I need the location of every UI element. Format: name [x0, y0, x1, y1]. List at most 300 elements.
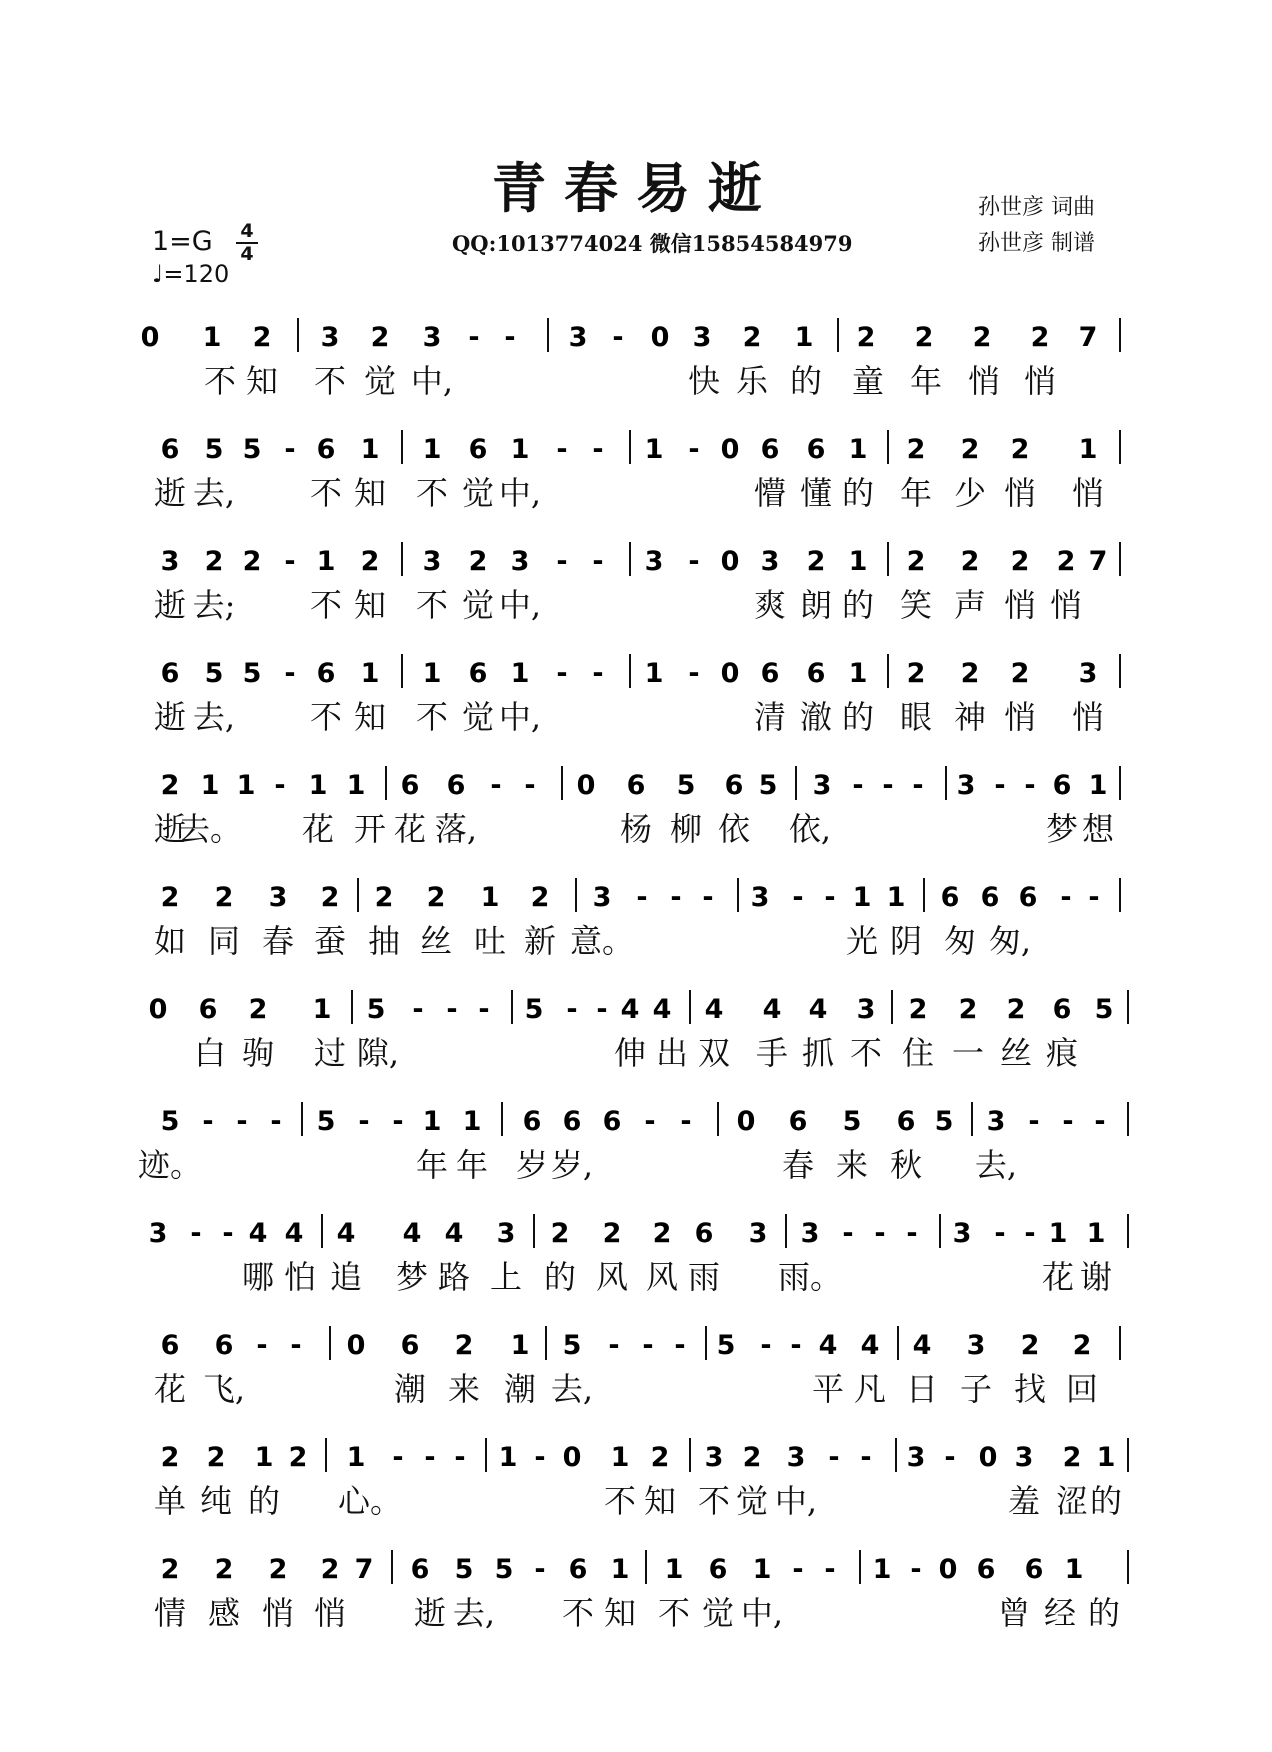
- lyric-char: 澈: [799, 698, 833, 736]
- note-digit: 2: [252, 322, 272, 353]
- note-digit: 0: [562, 1442, 582, 1473]
- dash-mark: -: [688, 546, 700, 577]
- note-digit: 2: [602, 1218, 622, 1249]
- note-digit: 6: [316, 658, 336, 689]
- lyric-char: 潮: [393, 1370, 427, 1408]
- lyric-char: 声: [953, 586, 987, 624]
- note-digit: 6: [160, 1330, 180, 1361]
- note-digit: 6: [568, 1554, 588, 1585]
- note-digit: 0: [736, 1106, 756, 1137]
- dash-mark: -: [556, 546, 568, 577]
- note-digit: 0: [346, 1330, 366, 1361]
- lyric-char: 风: [645, 1258, 679, 1296]
- lyric-char: 知: [603, 1594, 637, 1632]
- note-digit: 2: [1010, 546, 1030, 577]
- lyric-char: 的: [841, 474, 875, 512]
- dash-mark: -: [534, 1442, 546, 1473]
- lyric-char: 光: [845, 922, 879, 960]
- time-signature: [236, 222, 258, 264]
- dash-mark: -: [596, 994, 608, 1025]
- note-digit: 4: [248, 1218, 268, 1249]
- lyric-char: 去。: [177, 810, 243, 848]
- lyric-char: 心。: [337, 1482, 403, 1520]
- note-digit: 1: [872, 1554, 892, 1585]
- note-digit: 1: [852, 882, 872, 913]
- note-digit: 4: [912, 1330, 932, 1361]
- note-digit: 2: [160, 882, 180, 913]
- note-digit: 2: [204, 546, 224, 577]
- note-digit: 0: [978, 1442, 998, 1473]
- note-digit: 4: [704, 994, 724, 1025]
- note-digit: 1: [202, 322, 222, 353]
- dash-mark: -: [284, 546, 296, 577]
- lyric-char: 悄: [1049, 586, 1083, 624]
- dash-mark: -: [592, 658, 604, 689]
- lyric-char: 不: [415, 698, 449, 736]
- dash-mark: -: [636, 882, 648, 913]
- note-digit: 5: [454, 1554, 474, 1585]
- time-sig-bottom: 4: [240, 243, 254, 265]
- lyric-char: 伸: [613, 1034, 647, 1072]
- lyric-char: 平: [811, 1370, 845, 1408]
- note-digit: 3: [160, 546, 180, 577]
- lyric-char: 感: [207, 1594, 241, 1632]
- note-digit: 6: [214, 1330, 234, 1361]
- note-digit: 2: [426, 882, 446, 913]
- dash-mark: -: [1024, 1218, 1036, 1249]
- score-system: [0, 316, 1272, 426]
- lyric-char: 去,: [192, 474, 236, 512]
- dash-mark: -: [790, 1330, 802, 1361]
- note-digit: 3: [644, 546, 664, 577]
- note-digit: 5: [524, 994, 544, 1025]
- dash-mark: -: [290, 1330, 302, 1361]
- dash-mark: -: [270, 1106, 282, 1137]
- lyric-char: 过: [313, 1034, 347, 1072]
- lyric-char: 新: [523, 922, 557, 960]
- note-digit: 1: [610, 1554, 630, 1585]
- dash-mark: -: [592, 434, 604, 465]
- lyric-char: 爽: [753, 586, 787, 624]
- score-system: [0, 1100, 1272, 1210]
- dash-mark: -: [688, 658, 700, 689]
- note-digit: 1: [360, 658, 380, 689]
- score-system: [0, 1548, 1272, 1658]
- lyric-char: 去;: [192, 586, 236, 624]
- notes-row: [0, 428, 1272, 468]
- lyric-char: 同: [207, 922, 241, 960]
- note-digit: 2: [1010, 434, 1030, 465]
- note-digit: 5: [758, 770, 778, 801]
- note-digit: 6: [1052, 770, 1072, 801]
- lyric-char: 中,: [498, 698, 542, 736]
- note-digit: 1: [848, 434, 868, 465]
- dash-mark: -: [792, 1554, 804, 1585]
- note-digit: 3: [986, 1106, 1006, 1137]
- lyric-char: 年: [415, 1146, 449, 1184]
- lyric-char: 凡: [853, 1370, 887, 1408]
- note-digit: 6: [198, 994, 218, 1025]
- note-digit: 6: [1018, 882, 1038, 913]
- notes-row: [0, 1100, 1272, 1140]
- lyric-char: 中,: [774, 1482, 818, 1520]
- note-digit: 1: [462, 1106, 482, 1137]
- dash-mark: -: [478, 994, 490, 1025]
- note-digit: 3: [1014, 1442, 1034, 1473]
- note-digit: 2: [374, 882, 394, 913]
- lyric-char: 乐: [735, 362, 769, 400]
- note-digit: 1: [1078, 434, 1098, 465]
- note-digit: 1: [236, 770, 256, 801]
- note-digit: 6: [522, 1106, 542, 1137]
- dash-mark: -: [1094, 1106, 1106, 1137]
- dash-mark: -: [1024, 770, 1036, 801]
- dash-mark: -: [644, 1106, 656, 1137]
- note-digit: 6: [980, 882, 1000, 913]
- note-digit: 3: [786, 1442, 806, 1473]
- lyric-char: 的: [1087, 1594, 1121, 1632]
- lyric-char: 清: [753, 698, 787, 736]
- lyric-char: 住: [901, 1034, 935, 1072]
- note-digit: 1: [308, 770, 328, 801]
- note-digit: 6: [562, 1106, 582, 1137]
- lyric-char: 悄: [1023, 362, 1057, 400]
- lyric-char: 中,: [740, 1594, 784, 1632]
- lyric-char: 花: [393, 810, 427, 848]
- dash-mark: -: [674, 1330, 686, 1361]
- note-digit: 2: [906, 658, 926, 689]
- dash-mark: -: [256, 1330, 268, 1361]
- lyric-char: 手: [755, 1034, 789, 1072]
- lyric-char: 不: [849, 1034, 883, 1072]
- lyric-char: 花: [153, 1370, 187, 1408]
- lyric-char: 知: [353, 474, 387, 512]
- dash-mark: -: [274, 770, 286, 801]
- dash-mark: -: [202, 1106, 214, 1137]
- note-digit: 1: [1088, 770, 1108, 801]
- note-digit: 0: [650, 322, 670, 353]
- lyric-char: 去,: [974, 1146, 1018, 1184]
- tempo-marking: ♩=120: [152, 260, 230, 288]
- note-digit: 1: [346, 1442, 366, 1473]
- lyric-char: 抽: [367, 922, 401, 960]
- lyric-char: 悄: [1003, 586, 1037, 624]
- lyric-char: 来: [835, 1146, 869, 1184]
- credit-lyrics-music: 孙世彦 词曲: [978, 195, 1095, 220]
- score-title: 青春易逝: [492, 156, 780, 220]
- notes-row: [0, 876, 1272, 916]
- lyric-char: 悄: [1003, 698, 1037, 736]
- lyric-char: 不: [697, 1482, 731, 1520]
- note-digit: 2: [268, 1554, 288, 1585]
- lyric-char: 逝: [413, 1594, 447, 1632]
- note-digit: 3: [320, 322, 340, 353]
- lyric-char: 童: [851, 362, 885, 400]
- note-digit: 1: [886, 882, 906, 913]
- note-digit: 0: [576, 770, 596, 801]
- lyric-char: 雨。: [777, 1258, 843, 1296]
- dash-mark: -: [680, 1106, 692, 1137]
- note-digit: 3: [748, 1218, 768, 1249]
- note-digit: 2: [468, 546, 488, 577]
- note-digit: 2: [288, 1442, 308, 1473]
- note-digit: 2: [360, 546, 380, 577]
- note-digit: 2: [958, 994, 978, 1025]
- notes-row: [0, 764, 1272, 804]
- note-digit: 3: [750, 882, 770, 913]
- lyric-char: 吐: [473, 922, 507, 960]
- lyric-char: 眼: [899, 698, 933, 736]
- lyric-char: 路: [437, 1258, 471, 1296]
- note-digit: 3: [952, 1218, 972, 1249]
- note-digit: 5: [204, 658, 224, 689]
- lyric-char: 悄: [967, 362, 1001, 400]
- lyric-char: 丝: [999, 1034, 1033, 1072]
- note-digit: 6: [1052, 994, 1072, 1025]
- note-digit: 4: [284, 1218, 304, 1249]
- lyric-char: 去,: [192, 698, 236, 736]
- note-digit: 6: [896, 1106, 916, 1137]
- note-digit: 6: [708, 1554, 728, 1585]
- note-digit: 5: [242, 658, 262, 689]
- lyric-char: 落,: [434, 810, 478, 848]
- note-digit: 3: [496, 1218, 516, 1249]
- note-digit: 2: [454, 1330, 474, 1361]
- note-digit: 5: [316, 1106, 336, 1137]
- lyric-char: 一: [951, 1034, 985, 1072]
- notes-row: [0, 988, 1272, 1028]
- lyric-char: 神: [953, 698, 987, 736]
- lyric-char: 春: [781, 1146, 815, 1184]
- note-digit: 6: [1024, 1554, 1044, 1585]
- dash-mark: -: [994, 770, 1006, 801]
- dash-mark: -: [446, 994, 458, 1025]
- lyric-char: 年: [899, 474, 933, 512]
- note-digit: 1: [360, 434, 380, 465]
- note-digit: 1: [422, 434, 442, 465]
- lyric-char: 隙,: [356, 1034, 400, 1072]
- lyric-char: 懂: [799, 474, 833, 512]
- note-digit: 5: [934, 1106, 954, 1137]
- lyric-char: 的: [247, 1482, 281, 1520]
- lyric-char: 哪: [241, 1258, 275, 1296]
- lyric-char: 追: [329, 1258, 363, 1296]
- score-system: [0, 1212, 1272, 1322]
- note-digit: 6: [316, 434, 336, 465]
- lyric-char: 觉: [701, 1594, 735, 1632]
- lyric-char: 涩: [1055, 1482, 1089, 1520]
- lyric-char: 单: [153, 1482, 187, 1520]
- note-digit: 6: [468, 434, 488, 465]
- note-digit: 0: [938, 1554, 958, 1585]
- lyric-char: 不: [313, 362, 347, 400]
- lyric-char: 意。: [569, 922, 635, 960]
- note-digit: 2: [1020, 1330, 1040, 1361]
- note-digit: 1: [346, 770, 366, 801]
- lyric-char: 年: [455, 1146, 489, 1184]
- lyric-char: 少: [953, 474, 987, 512]
- note-digit: 1: [1048, 1218, 1068, 1249]
- dash-mark: -: [592, 546, 604, 577]
- lyric-char: 如: [153, 922, 187, 960]
- lyric-char: 匆: [943, 922, 977, 960]
- note-digit: 2: [960, 658, 980, 689]
- score-system: [0, 988, 1272, 1098]
- note-digit: 6: [806, 658, 826, 689]
- note-digit: 2: [1006, 994, 1026, 1025]
- note-digit: 3: [422, 546, 442, 577]
- lyric-char: 找: [1013, 1370, 1047, 1408]
- lyric-char: 觉: [461, 586, 495, 624]
- note-digit: 7: [1088, 546, 1108, 577]
- lyric-char: 不: [415, 586, 449, 624]
- lyric-char: 中,: [498, 474, 542, 512]
- dash-mark: -: [284, 434, 296, 465]
- notes-row: [0, 1212, 1272, 1252]
- note-digit: 3: [704, 1442, 724, 1473]
- dash-mark: -: [910, 1554, 922, 1585]
- lyric-char: 懵: [753, 474, 787, 512]
- note-digit: 1: [312, 994, 332, 1025]
- note-digit: 6: [446, 770, 466, 801]
- note-digit: 4: [336, 1218, 356, 1249]
- note-digit: 2: [1010, 658, 1030, 689]
- score-system: [0, 1436, 1272, 1546]
- note-digit: 2: [806, 546, 826, 577]
- notes-row: [0, 1548, 1272, 1588]
- dash-mark: -: [906, 1218, 918, 1249]
- lyric-char: 飞,: [202, 1370, 246, 1408]
- note-digit: 5: [494, 1554, 514, 1585]
- note-digit: 1: [254, 1442, 274, 1473]
- lyric-char: 雨: [687, 1258, 721, 1296]
- note-digit: 1: [200, 770, 220, 801]
- note-digit: 1: [1064, 1554, 1084, 1585]
- dash-mark: -: [504, 322, 516, 353]
- note-digit: 4: [762, 994, 782, 1025]
- notes-row: [0, 1324, 1272, 1364]
- lyric-char: 逝: [153, 698, 187, 736]
- note-digit: 5: [562, 1330, 582, 1361]
- lyric-char: 的: [841, 586, 875, 624]
- note-digit: 5: [160, 1106, 180, 1137]
- dash-mark: -: [642, 1330, 654, 1361]
- note-digit: 7: [354, 1554, 374, 1585]
- note-digit: 2: [1072, 1330, 1092, 1361]
- lyric-char: 子: [959, 1370, 993, 1408]
- lyric-char: 知: [353, 698, 387, 736]
- lyric-char: 去,: [550, 1370, 594, 1408]
- lyric-char: 开: [353, 810, 387, 848]
- note-digit: 1: [422, 658, 442, 689]
- dash-mark: -: [190, 1218, 202, 1249]
- lyric-char: 秋: [889, 1146, 923, 1184]
- note-digit: 1: [510, 1330, 530, 1361]
- lyric-char: 悄: [261, 1594, 295, 1632]
- lyric-char: 不: [657, 1594, 691, 1632]
- lyric-char: 风: [595, 1258, 629, 1296]
- note-digit: 3: [510, 546, 530, 577]
- lyric-char: 逝: [153, 586, 187, 624]
- lyric-char: 纯: [199, 1482, 233, 1520]
- lyric-char: 不: [603, 1482, 637, 1520]
- note-digit: 2: [214, 882, 234, 913]
- note-digit: 4: [620, 994, 640, 1025]
- note-digit: 2: [550, 1218, 570, 1249]
- note-digit: 6: [806, 434, 826, 465]
- lyric-char: 羞: [1007, 1482, 1041, 1520]
- lyric-char: 觉: [363, 362, 397, 400]
- lyric-char: 出: [655, 1034, 689, 1072]
- lyric-char: 的: [789, 362, 823, 400]
- lyric-char: 梦: [1045, 810, 1079, 848]
- note-digit: 2: [914, 322, 934, 353]
- lyric-char: 上: [489, 1258, 523, 1296]
- note-digit: 1: [848, 546, 868, 577]
- note-digit: 1: [316, 546, 336, 577]
- note-digit: 3: [966, 1330, 986, 1361]
- note-digit: 6: [976, 1554, 996, 1585]
- score-system: [0, 764, 1272, 874]
- note-digit: 6: [626, 770, 646, 801]
- dash-mark: -: [392, 1106, 404, 1137]
- note-digit: 4: [808, 994, 828, 1025]
- dash-mark: -: [842, 1218, 854, 1249]
- dash-mark: -: [1088, 882, 1100, 913]
- note-digit: 6: [400, 770, 420, 801]
- lyric-char: 花: [301, 810, 335, 848]
- dash-mark: -: [828, 1442, 840, 1473]
- notes-row: [0, 540, 1272, 580]
- note-digit: 2: [650, 1442, 670, 1473]
- dash-mark: -: [490, 770, 502, 801]
- note-digit: 4: [818, 1330, 838, 1361]
- dash-mark: -: [874, 1218, 886, 1249]
- lyric-char: 去,: [452, 1594, 496, 1632]
- note-digit: 3: [692, 322, 712, 353]
- dash-mark: -: [358, 1106, 370, 1137]
- note-digit: 1: [1096, 1442, 1116, 1473]
- note-digit: 6: [410, 1554, 430, 1585]
- lyric-char: 的: [543, 1258, 577, 1296]
- dash-mark: -: [566, 994, 578, 1025]
- dash-mark: -: [1060, 882, 1072, 913]
- dash-mark: -: [670, 882, 682, 913]
- lyric-char: 悄: [1003, 474, 1037, 512]
- dash-mark: -: [424, 1442, 436, 1473]
- note-digit: 6: [760, 658, 780, 689]
- lyric-char: 中,: [410, 362, 454, 400]
- lyric-char: 花: [1041, 1258, 1075, 1296]
- note-digit: 5: [204, 434, 224, 465]
- note-digit: 6: [160, 658, 180, 689]
- lyric-char: 怕: [283, 1258, 317, 1296]
- lyric-char: 回: [1065, 1370, 1099, 1408]
- lyric-char: 来: [447, 1370, 481, 1408]
- lyric-char: 依: [717, 810, 751, 848]
- note-digit: 1: [510, 658, 530, 689]
- lyric-char: 依,: [788, 810, 832, 848]
- note-digit: 0: [720, 434, 740, 465]
- dash-mark: -: [412, 994, 424, 1025]
- dash-mark: -: [524, 770, 536, 801]
- lyric-char: 抓: [801, 1034, 835, 1072]
- dash-mark: -: [556, 434, 568, 465]
- note-digit: 2: [742, 322, 762, 353]
- lyric-char: 笑: [899, 586, 933, 624]
- dash-mark: -: [824, 882, 836, 913]
- note-digit: 6: [160, 434, 180, 465]
